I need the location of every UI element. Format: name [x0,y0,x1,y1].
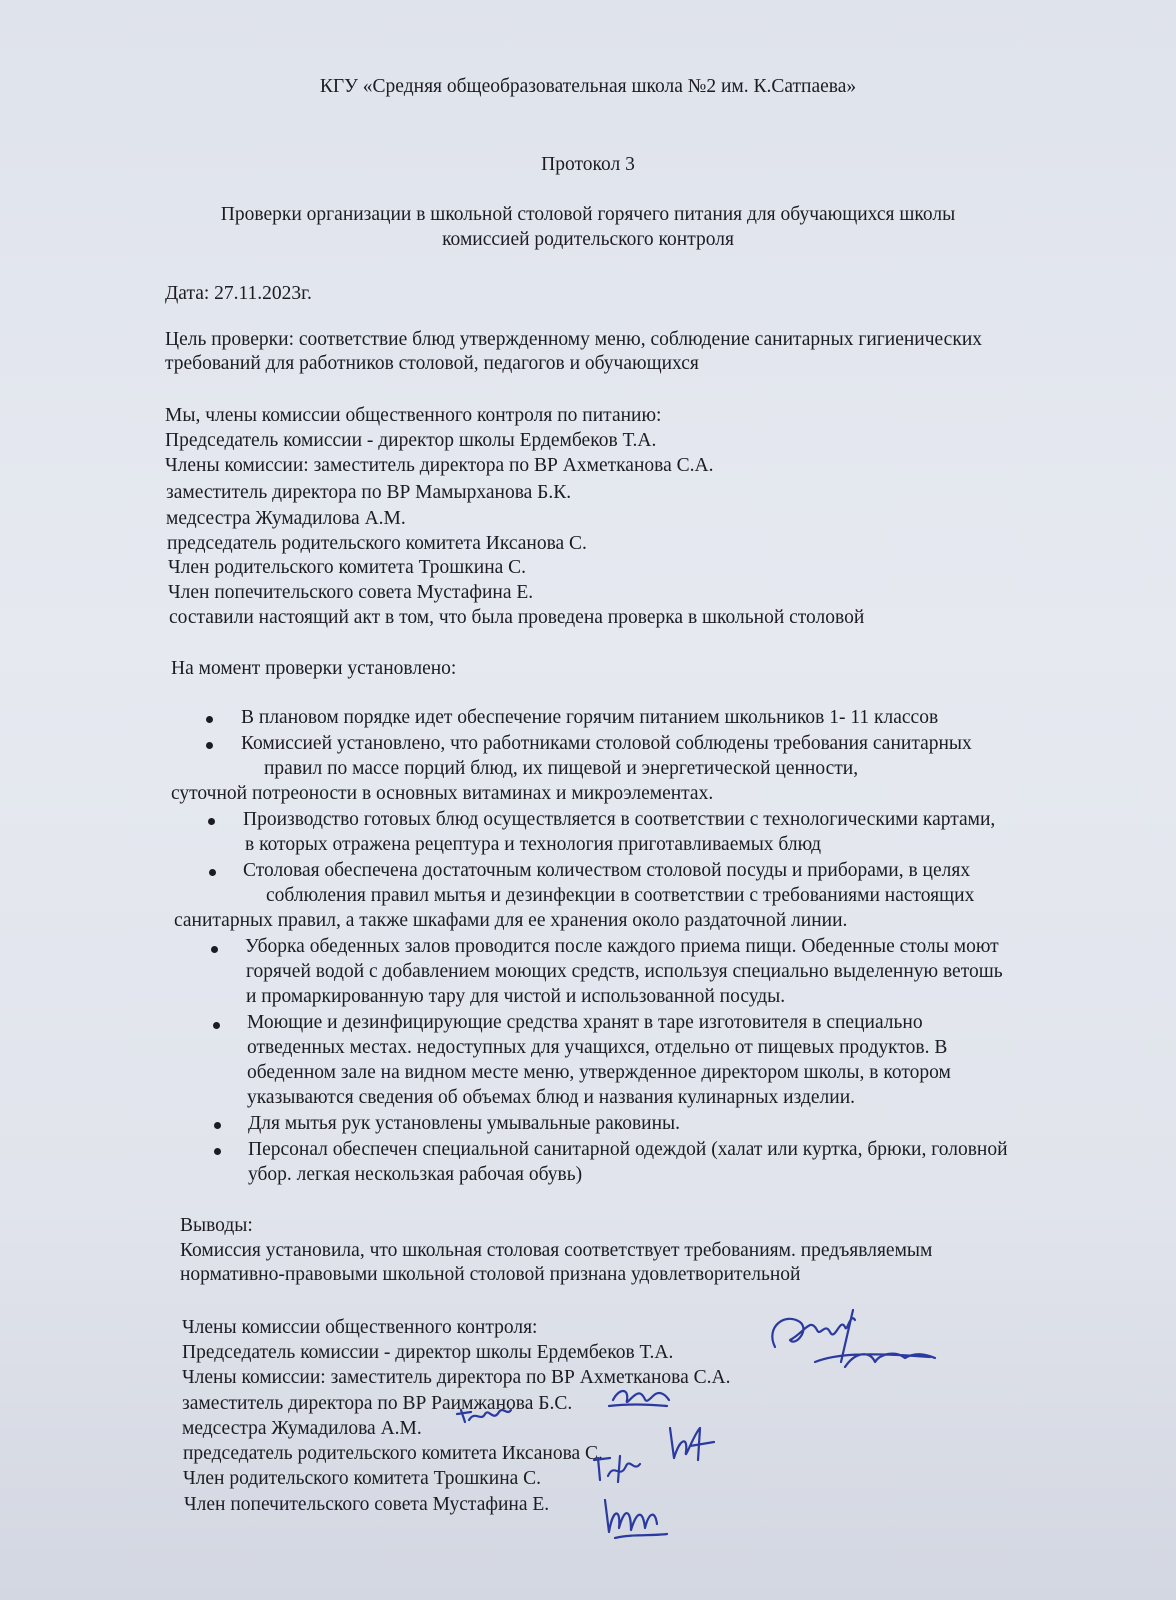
member-line: Член родительского комитета Трошкина С. [168,557,527,578]
finding-item-cont: горячей водой с добавлением моющих средств, используя специально выделенную ветошь [246,961,1003,982]
member-line: Председатель комиссии - директор школы Ердембеков Т.А. [165,430,657,451]
member-line: Члены комиссии: заместитель директора по ВР Ахметканова С.А. [165,455,714,476]
finding-item-cont: указываются сведения об объемах блюд и названия кулинарных изделии. [247,1087,856,1108]
member-line: заместитель директора по ВР Мамырханова Б.К. [166,482,572,503]
finding-item-cont: суточной потреоности в основных витаминах и микроэлементах. [171,783,714,804]
bullet-icon [206,716,213,723]
signatory-line: Член родительского комитета Трошкина С. [183,1468,542,1489]
signature-parent-committee-member [590,1450,650,1486]
finding-item: Для мытья рук установлены умывальные раковины. [248,1113,681,1134]
protocol-subject-line-2: комиссией родительского контроля [442,229,734,250]
signatory-line: Председатель комиссии - директор школы Ердембеков Т.А. [182,1342,674,1363]
finding-item: Комиссией установлено, что работниками столовой соблюдены требования санитарных [241,733,972,754]
members-intro: Мы, члены комиссии общественного контроля по питанию: [165,405,662,426]
finding-item: Производство готовых блюд осуществляется в соответствии с технологическими картами, [243,809,996,830]
finding-item: Персонал обеспечен специальной санитарной одеждой (халат или куртка, брюки, головной [248,1139,1008,1160]
purpose-line-1: Цель проверки: соответствие блюд утвержденному меню, соблюдение санитарных гигиенических [165,329,983,350]
signatories-heading: Члены комиссии общественного контроля: [182,1317,538,1338]
signatory-line: заместитель директора по ВР Раимжанова Б.С. [182,1393,573,1414]
finding-item: В плановом порядке идет обеспечение горячим питанием школьников 1- 11 классов [241,707,939,728]
purpose-line-2: требований для работников столовой, педагогов и обучающихся [165,353,699,374]
date-line: Дата: 27.11.2023г. [165,283,312,304]
signature-deputy [605,1380,675,1416]
finding-item: Уборка обеденных залов проводится после каждого приема пищи. Обеденные столы моют [245,936,999,957]
findings-heading: На момент проверки установлено: [171,658,457,679]
bullet-icon [208,818,215,825]
finding-item-cont: отведенных местах. недоступных для учащихся, отдельно от пищевых продуктов. В [247,1037,948,1058]
conclusions-heading: Выводы: [180,1215,253,1236]
signatory-line: Член попечительского совета Мустафина Е. [184,1494,550,1515]
finding-item: Моющие и дезинфицирующие средства хранят в таре изготовителя в специально [247,1012,923,1033]
bullet-icon [214,1122,221,1129]
act-statement: составили настоящий акт в том, что была проведена проверка в школьной столовой [169,607,865,628]
member-line: председатель родительского комитета Иксанова С. [167,533,587,554]
finding-item: Столовая обеспечена достаточным количеством столовой посуды и приборами, в целях [243,860,971,881]
finding-item-cont: санитарных правил, а также шкафами для ее хранения около раздаточной линии. [174,910,848,931]
finding-item-cont: в которых отражена рецептура и технология приготавливаемых блюд [245,834,822,855]
conclusion-line-2: нормативно-правовыми школьной столовой признана удовлетворительной [180,1264,801,1285]
organization-name: КГУ «Средняя общеобразовательная школа №2 им. К.Сатпаева» [319,76,857,97]
signature-chairman [755,1292,955,1402]
bullet-icon [206,742,213,749]
bullet-icon [209,869,216,876]
finding-item-cont: обеденном зале на видном месте меню, утвержденное директором школы, в котором [247,1062,951,1083]
protocol-subject-line-1: Проверки организации в школьной столовой горячего питания для обучающихся школы [220,204,956,225]
bullet-icon [213,1022,220,1029]
bullet-icon [214,1148,221,1155]
bullet-icon [211,946,218,953]
signatory-line: Члены комиссии: заместитель директора по ВР Ахметканова С.А. [182,1367,731,1388]
finding-item-cont: и промаркированную тару для чистой и использованной посуды. [246,986,786,1007]
signature-trustee-council-member [595,1488,675,1544]
conclusion-line-1: Комиссия установила, что школьная столовая соответствует требованиям. предъявляемым [180,1240,933,1261]
signature-parent-committee-chair [660,1418,720,1468]
signatory-line: медсестра Жумадилова А.М. [182,1418,422,1439]
member-line: Член попечительского совета Мустафина Е. [168,582,534,603]
protocol-title: Протокол 3 [541,154,635,175]
finding-item-cont: соблюления правил мытья и дезинфекции в соответствии с требованиями настоящих [266,885,975,906]
signatory-line: председатель родительского комитета Иксанова С. [183,1443,603,1464]
member-line: медсестра Жумадилова А.М. [166,508,406,529]
signature-nurse [455,1400,515,1430]
finding-item-cont: убор. легкая нескользкая рабочая обувь) [248,1164,583,1185]
finding-item-cont: правил по массе порций блюд, их пищевой и энергетической ценности, [264,758,859,779]
